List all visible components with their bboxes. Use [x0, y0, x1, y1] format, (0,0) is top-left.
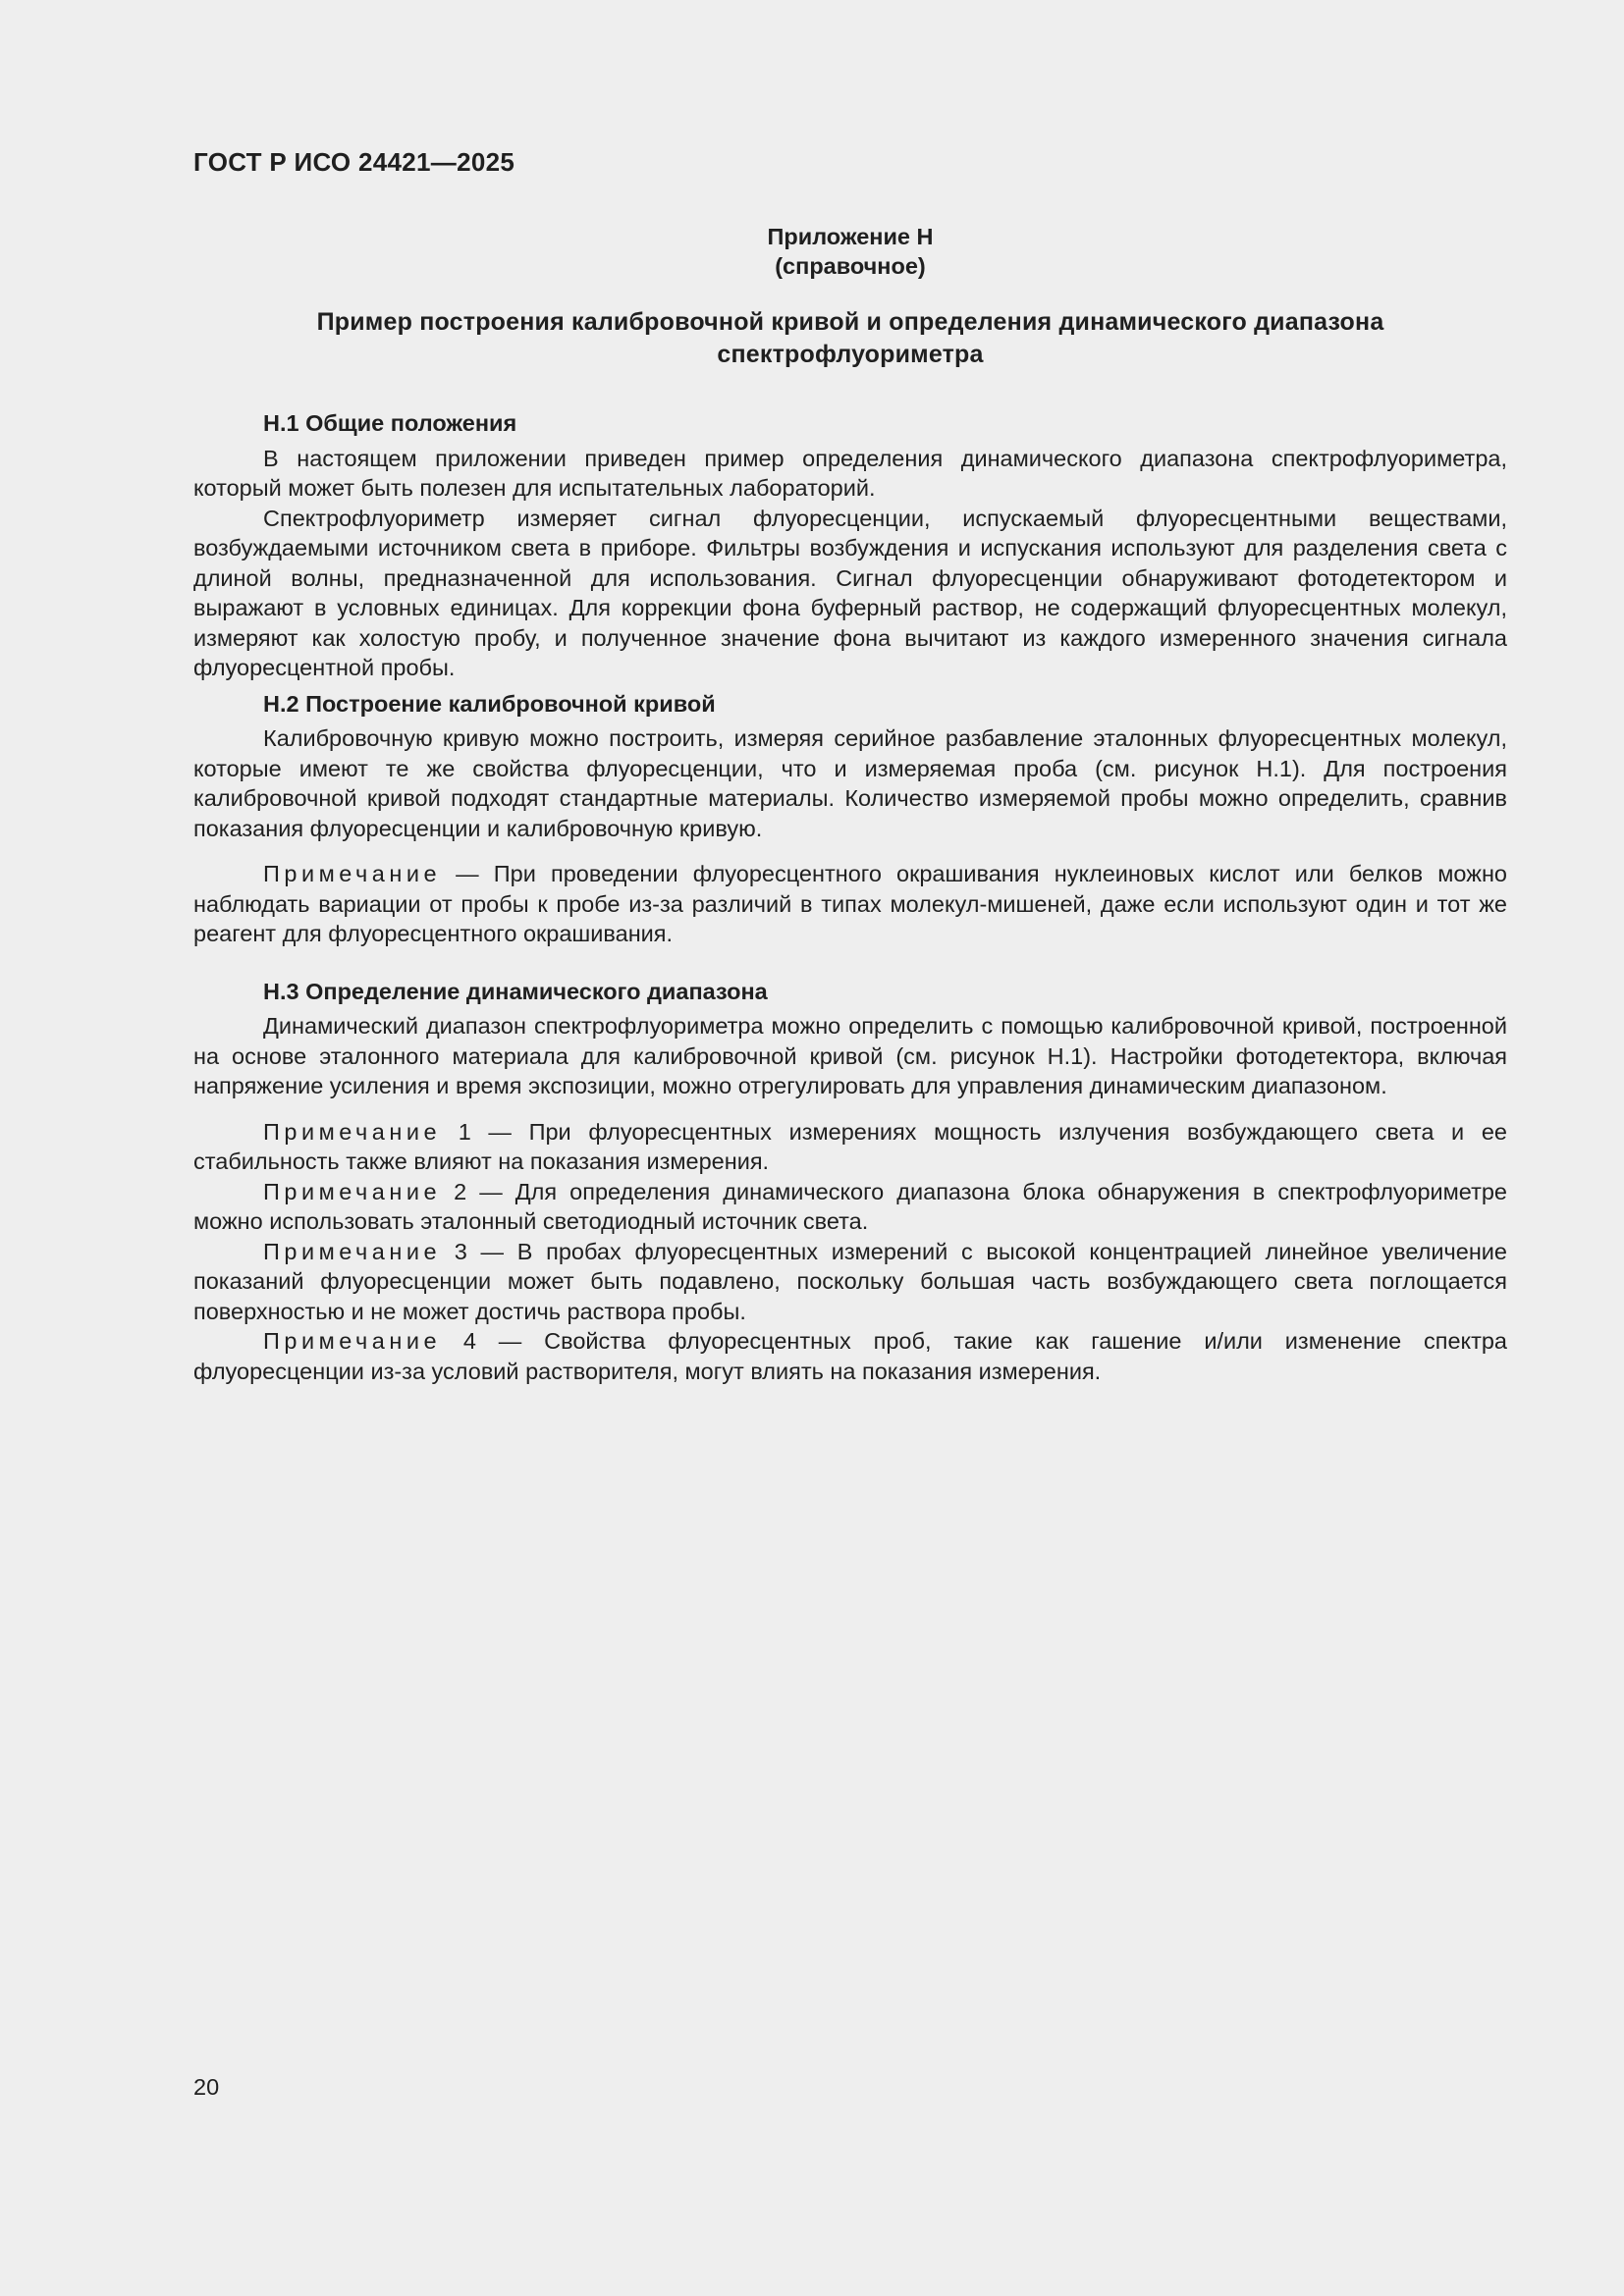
note-text: 2 — Для определения динамического диапазона блока обнаружения в спектрофлуориметре можно использовать эталонный светодиодный источник света. [193, 1178, 1507, 1234]
section-h3 [193, 977, 1507, 1387]
note-text: — При проведении флуоресцентного окрашивания нуклеиновых кислот или белков можно наблюдать вариации от пробы к пробе из-за различий в типах молекул-мишеней, даже если используют один и тот же реагент для флуоресцентного окрашивания. [193, 861, 1507, 946]
note-label: Примечание [263, 1238, 442, 1264]
annex-label: Приложение Н [767, 224, 934, 249]
page-content [193, 222, 1507, 1386]
note-text: 3 — В пробах флуоресцентных измерений с высокой концентрацией линейное увеличение показаний флуоресценции может быть подавлено, поскольку большая часть возбуждающего света поглощается поверхностью и не может достичь раствора пробы. [193, 1238, 1507, 1324]
note [193, 1326, 1507, 1386]
note [193, 1117, 1507, 1177]
paragraph: В настоящем приложении приведен пример определения динамического диапазона спектрофлуориметра, который может быть полезен для испытательных лабораторий. [193, 445, 1507, 501]
paragraph: Спектрофлуориметр измеряет сигнал флуоресценции, испускаемый флуоресцентными веществами, возбуждаемыми источником света в приборе. Фильтры возбуждения и испускания используют для разделения света с длиной волны, предназначенной для использования. Сигнал флуоресценции обнаруживают фотодетектором и выражают в условных единицах. Для коррекции фона буферный раствор, не содержащий флуоресцентных молекул, измеряют как холостую пробу, и полученное значение фона вычитают из каждого измеренного значения сигнала флуоресцентной пробы. [193, 505, 1507, 680]
page-number: 20 [193, 2074, 220, 2100]
annex-title: Пример построения калибровочной кривой и определения динамического диапазона спектрофлуориметра [316, 308, 1384, 368]
note [193, 1177, 1507, 1237]
note-label: Примечание [263, 1178, 442, 1204]
note-text: 1 — При флуоресцентных измерениях мощность излучения возбуждающего света и ее стабильность также влияют на показания измерения. [193, 1118, 1507, 1174]
section-heading: Н.2 Построение калибровочной кривой [263, 690, 716, 717]
paragraph: Динамический диапазон спектрофлуориметра можно определить с помощью калибровочной кривой, построенной на основе эталонного материала для калибровочной кривой (см. рисунок Н.1). Настройки фотодетектора, включая напряжение усиления и время экспозиции, можно отрегулировать для управления динамическим диапазоном. [193, 1013, 1507, 1098]
note-label: Примечание [263, 1328, 442, 1354]
annex-type: (справочное) [775, 253, 926, 279]
note [193, 859, 1507, 949]
paragraph: Калибровочную кривую можно построить, измеряя серийное разбавление эталонных флуоресцентных молекул, которые имеют те же свойства флуоресценции, что и измеряемая проба (см. рисунок Н.1). Для построения калибровочной кривой подходят стандартные материалы. Количество измеряемой пробы можно определить, сравнив показания флуоресценции и калибровочную кривую. [193, 725, 1507, 841]
annex-heading [193, 222, 1507, 281]
note-label: Примечание [263, 1118, 442, 1145]
section-h1 [193, 408, 1507, 683]
note-label: Примечание [263, 861, 442, 886]
standard-code-header: ГОСТ Р ИСО 24421—2025 [193, 147, 515, 177]
section-heading: Н.1 Общие положения [263, 410, 517, 436]
note-text: 4 — Свойства флуоресцентных проб, такие как гашение и/или изменение спектра флуоресценции из-за условий растворителя, могут влиять на показания измерения. [193, 1328, 1507, 1384]
section-heading: Н.3 Определение динамического диапазона [263, 978, 768, 1004]
note [193, 1237, 1507, 1327]
section-h2 [193, 689, 1507, 949]
